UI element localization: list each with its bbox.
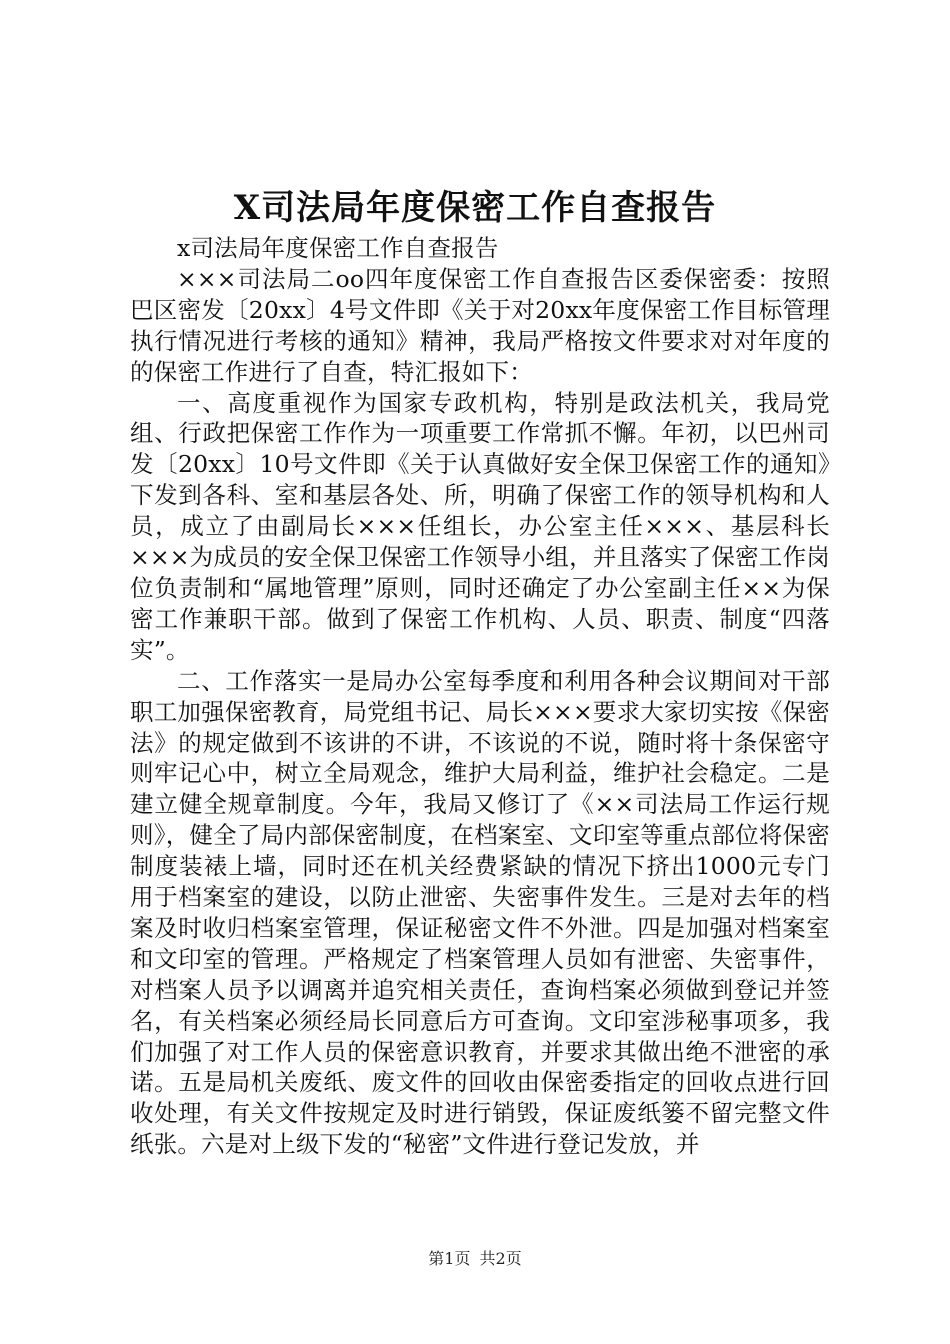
document-body bbox=[130, 233, 830, 1160]
body-paragraph-subtitle: x司法局年度保密工作自查报告 bbox=[177, 234, 499, 262]
document-title: X司法局年度保密工作自查报告 bbox=[233, 188, 717, 228]
body-paragraph-section-1: 一、高度重视作为国家专政机构，特别是政法机关，我局党组、行政把保密工作作为一项重要工作常抓不懈。年初，以巴州司发〔20xx〕10号文件即《关于认真做好安全保卫保密工作的通知》下发到各科、室和基层各处、所，明确了保密工作的领导机构和人员，成立了由副局长×××任组长，办公室主任×××、基层科长×××为成员的安全保卫保密工作领导小组，并且落实了保密工作岗位负责制和“属地管理”原则，同时还确定了办公室副主任××为保密工作兼职干部。做到了保密工作机构、人员、职责、制度“四落实”。 bbox=[130, 388, 830, 664]
page-total: 共2页 bbox=[479, 1249, 522, 1268]
page-number: 第1页 bbox=[428, 1249, 471, 1268]
body-paragraph-intro: ×××司法局二oo四年度保密工作自查报告区委保密委：按照巴区密发〔20xx〕4号文件即《关于对20xx年度保密工作目标管理执行情况进行考核的通知》精神，我局严格按文件要求对对年度的的保密工作进行了自查，特汇报如下： bbox=[130, 264, 830, 386]
page-footer bbox=[0, 1248, 950, 1270]
body-paragraph-section-2: 二、工作落实一是局办公室每季度和利用各种会议期间对干部职工加强保密教育，局党组书记、局长×××要求大家切实按《保密法》的规定做到不该讲的不讲，不该说的不说，随时将十条保密守则牢记心中，树立全局观念，维护大局利益，维护社会稳定。二是建立健全规章制度。今年，我局又修订了《××司法局工作运行规则》，健全了局内部保密制度，在档案室、文印室等重点部位将保密制度装裱上墙，同时还在机关经费紧缺的情况下挤出1000元专门用于档案室的建设，以防止泄密、失密事件发生。三是对去年的档案及时收归档案室管理，保证秘密文件不外泄。四是加强对档案室和文印室的管理。严格规定了档案管理人员如有泄密、失密事件，对档案人员予以调离并追究相关责任，查询档案必须做到登记并签名，有关档案必须经局长同意后方可查询。文印室涉秘事项多，我们加强了对工作人员的保密意识教育，并要求其做出绝不泄密的承诺。五是局机关废纸、废文件的回收由保密委指定的回收点进行回收处理，有关文件按规定及时进行销毁，保证废纸篓不留完整文件纸张。六是对上级下发的“秘密”文件进行登记发放，并 bbox=[130, 666, 830, 1159]
